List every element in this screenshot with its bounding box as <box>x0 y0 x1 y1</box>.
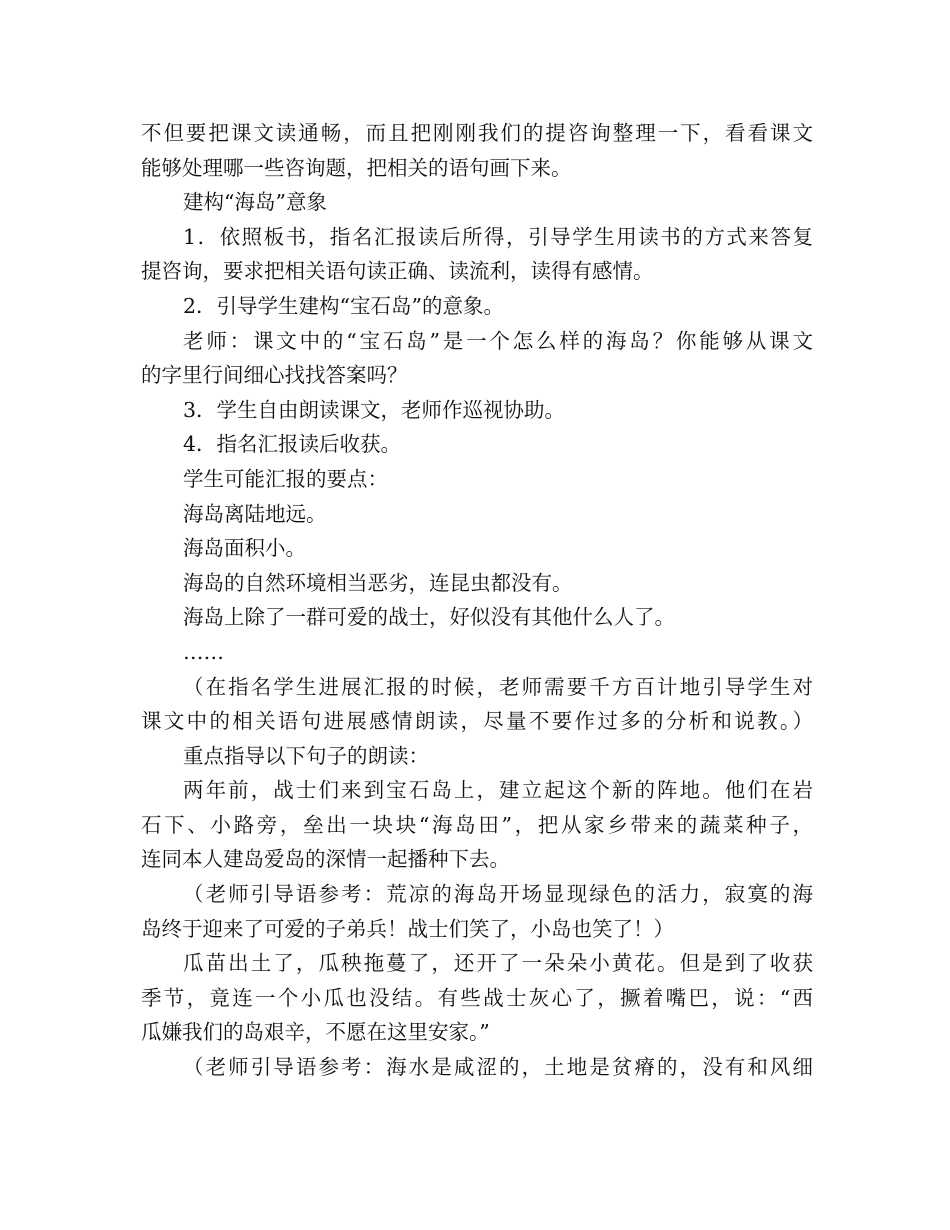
text-line: 3．学生自由朗读课文，老师作巡视协助。 <box>183 397 566 422</box>
text-line: 老师：课文中的“宝石岛”是一个怎么样的海岛？你能够从课文 <box>183 328 813 353</box>
text-line: 瓜嫌我们的岛艰辛，不愿在这里安家。” <box>141 1020 490 1045</box>
text-line: （在指名学生进展汇报的时候，老师需要千方百计地引导学生对 <box>183 674 813 699</box>
text-line: 能够处理哪一些咨询题，把相关的语句画下来。 <box>141 155 572 180</box>
text-line: 2．引导学生建构“宝石岛”的意象。 <box>183 293 505 318</box>
text-line: 建构“海岛”意象 <box>183 190 327 215</box>
text-line: 瓜苗出土了，瓜秧拖蔓了，还开了一朵朵小黄花。但是到了收获 <box>183 951 813 976</box>
document-page <box>141 116 813 1085</box>
text-line: 重点指导以下句子的朗读： <box>183 743 429 768</box>
text-line: 石下、小路旁，垒出一块块“海岛田”，把从家乡带来的蔬菜种子， <box>141 812 813 837</box>
text-line: 不但要把课文读通畅，而且把刚刚我们的提咨询整理一下，看看课文 <box>141 121 813 145</box>
text-line: （老师引导语参考：荒凉的海岛开场显现绿色的活力，寂寞的海 <box>183 882 813 907</box>
text-line: …… <box>183 639 224 664</box>
text-line: 海岛离陆地远。 <box>183 501 327 526</box>
text-line: 4．指名汇报读后收获。 <box>183 432 402 457</box>
text-line: 海岛上除了一群可爱的战士，好似没有其他什么人了。 <box>183 605 675 630</box>
text-line: 1．依照板书，指名汇报读后所得，引导学生用读书的方式来答复 <box>183 224 813 249</box>
text-line: 海岛面积小。 <box>183 536 306 561</box>
text-line: 连同本人建岛爱岛的深情一起播种下去。 <box>141 847 510 872</box>
text-line: 海岛的自然环境相当恶劣，连昆虫都没有。 <box>183 570 573 595</box>
text-line: 岛终于迎来了可爱的子弟兵！战士们笑了，小岛也笑了！） <box>141 916 674 941</box>
text-line: 提咨询，要求把相关语句读正确、读流利，读得有感情。 <box>141 259 654 284</box>
text-line: 的字里行间细心找找答案吗？ <box>141 363 408 388</box>
text-line: （老师引导语参考：海水是咸涩的，土地是贫瘠的，没有和风细 <box>183 1055 813 1080</box>
text-line: 学生可能汇报的要点： <box>183 466 388 491</box>
text-line: 课文中的相关语句进展感情朗读，尽量不要作过多的分析和说教。） <box>141 709 813 734</box>
text-line: 两年前，战士们来到宝石岛上，建立起这个新的阵地。他们在岩 <box>183 778 813 803</box>
text-line: 季节，竟连一个小瓜也没结。有些战士灰心了，撅着嘴巴，说：“西 <box>141 985 813 1010</box>
